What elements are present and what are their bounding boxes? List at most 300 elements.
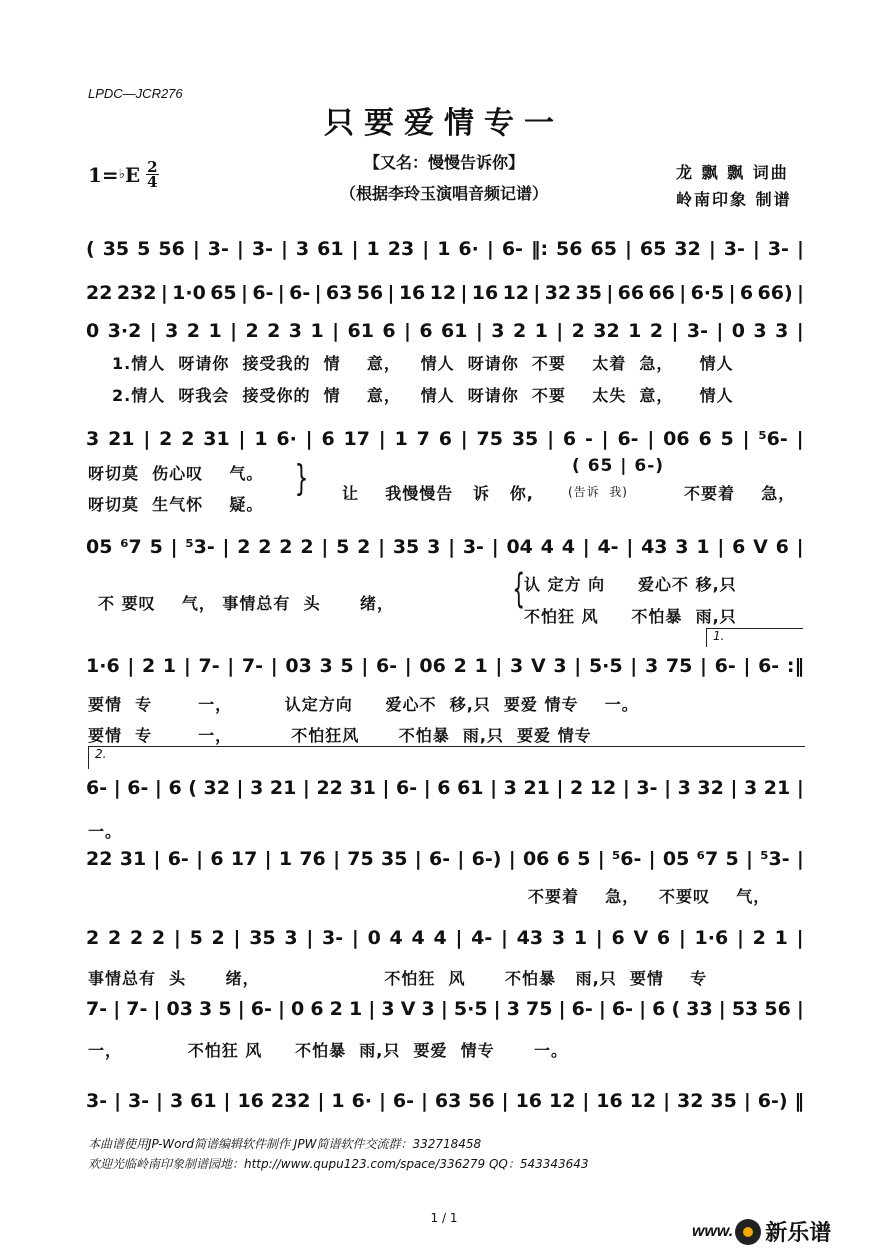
note: 6 — [210, 848, 224, 870]
lyrics-v1-line4: 要情 专 一， 认定方向 爱心不 移,只 要爱 情专 一。 — [88, 695, 639, 714]
note: 56 — [158, 238, 185, 260]
note: 2 — [186, 320, 201, 342]
barline: :‖ — [786, 655, 804, 677]
note: 6·5 — [690, 282, 725, 304]
note: 21 — [763, 777, 791, 799]
barline: | — [230, 320, 238, 342]
note: 05 — [86, 536, 113, 558]
note: 21 — [523, 777, 550, 799]
note: 03 — [285, 655, 312, 677]
barline: | — [796, 428, 804, 450]
note: 6 — [382, 320, 396, 342]
barline: | — [752, 238, 760, 260]
barline: | — [730, 777, 738, 799]
note: 6- — [501, 238, 523, 260]
time-top: 2 — [147, 158, 158, 176]
barline: | — [671, 320, 679, 342]
barline: | — [796, 998, 804, 1020]
barline: | — [475, 320, 483, 342]
barline: | — [796, 282, 804, 304]
barline: | — [664, 777, 672, 799]
barline: | — [708, 238, 716, 260]
note: 6 — [775, 536, 789, 558]
note: 3 — [319, 655, 333, 677]
note: 3- — [462, 536, 484, 558]
barline: | — [495, 655, 503, 677]
note: 3 — [165, 320, 179, 342]
barline: | — [173, 927, 181, 949]
music-line — [86, 1090, 804, 1112]
note: ᐯ — [400, 998, 416, 1020]
barline: | — [448, 536, 456, 558]
lyrics-v2-line2: 呀切莫 生气怀 疑。 — [88, 495, 264, 514]
note: ( — [671, 998, 681, 1020]
note: 61 — [441, 320, 468, 342]
barline: | — [227, 655, 235, 677]
note: 43 — [516, 927, 544, 949]
key-note: E — [124, 162, 141, 187]
barline: | — [156, 1090, 163, 1112]
note: 2 — [357, 536, 371, 558]
note: 31 — [203, 428, 230, 450]
note: 1 — [278, 848, 293, 870]
note: 5 — [725, 848, 739, 870]
note: 22 — [86, 848, 113, 870]
note: 04 — [506, 536, 533, 558]
note: 75 — [347, 848, 374, 870]
barline: | — [153, 848, 161, 870]
barline: | — [796, 777, 804, 799]
note: 6- — [617, 428, 639, 450]
note: 3 — [295, 238, 310, 260]
barline: | — [486, 238, 494, 260]
barline: | — [236, 777, 244, 799]
note: ⁵3- — [185, 536, 215, 558]
note: 43 — [641, 536, 668, 558]
barline: | — [796, 927, 804, 949]
barline: | — [302, 777, 310, 799]
note: 3- — [767, 238, 789, 260]
barline: | — [582, 536, 590, 558]
note: 5·5 — [588, 655, 623, 677]
alias-subtitle: 【又名：慢慢告诉你】 — [363, 153, 524, 172]
note: 56 — [556, 238, 583, 260]
note: 56 — [468, 1090, 495, 1112]
note: 16 — [515, 1090, 543, 1112]
note: 65 — [590, 238, 617, 260]
note: 6- — [611, 998, 633, 1020]
barline: | — [743, 1090, 751, 1112]
note: 3 — [381, 998, 395, 1020]
barline: | — [647, 428, 655, 450]
note: 33 — [686, 998, 713, 1020]
note: 61 — [190, 1090, 217, 1112]
note: 5 — [577, 848, 591, 870]
note: 2 — [571, 320, 585, 342]
barline: | — [222, 536, 230, 558]
note: 06 — [419, 655, 446, 677]
note: 232 — [270, 1090, 311, 1112]
barline: | — [601, 428, 609, 450]
brace-right: { — [512, 566, 526, 612]
barline: | — [361, 655, 369, 677]
note: 2 — [181, 428, 195, 450]
barline: | — [196, 848, 204, 870]
note: 12 — [429, 282, 457, 304]
barline: | — [277, 998, 285, 1020]
note: 61 — [317, 238, 344, 260]
note: 06 — [522, 848, 550, 870]
note: 35 — [102, 238, 130, 260]
note: 2 — [570, 777, 584, 799]
note: 6 — [438, 428, 452, 450]
lyrics-tail-line2: 不要着 急， — [684, 484, 796, 503]
note: 2 — [211, 927, 225, 949]
barline: | — [508, 848, 516, 870]
note: ᐯ — [530, 655, 546, 677]
note: 1·6 — [86, 655, 120, 677]
note: 0 — [291, 998, 305, 1020]
note: 12 — [502, 282, 530, 304]
music-line — [86, 238, 804, 260]
note: 6- — [396, 777, 418, 799]
note: 1 — [628, 320, 642, 342]
note: 3 — [553, 655, 567, 677]
note: 6 — [562, 428, 577, 450]
note: 2 — [86, 927, 100, 949]
note: 2 — [752, 927, 766, 949]
barline: | — [317, 1090, 325, 1112]
note: 5 — [340, 655, 354, 677]
source-subtitle: （根据李玲玉演唱音频记谱） — [339, 184, 548, 203]
note: 5 — [149, 536, 163, 558]
barline: | — [192, 238, 200, 260]
note: 16 — [471, 282, 499, 304]
note: 5·5 — [453, 998, 488, 1020]
note: 63 — [434, 1090, 462, 1112]
note: 4 — [540, 536, 554, 558]
barline: | — [597, 848, 605, 870]
note: 16 — [596, 1090, 623, 1112]
music-line — [86, 282, 804, 304]
brace-left: } — [294, 458, 309, 499]
note: 6- — [86, 777, 108, 799]
note: 7- — [241, 655, 264, 677]
note: 16 — [398, 282, 426, 304]
note: 75 — [476, 428, 503, 450]
note: 2 — [329, 998, 343, 1020]
note: 32 — [544, 282, 572, 304]
music-line — [86, 927, 804, 949]
song-title: 只要爱情专一 — [324, 106, 564, 141]
barline: | — [718, 998, 726, 1020]
note: 3 — [421, 998, 435, 1020]
note: 3 — [284, 927, 298, 949]
note: 12 — [589, 777, 617, 799]
barline: | — [387, 282, 395, 304]
barline: | — [277, 282, 285, 304]
barline: ‖ — [794, 1090, 804, 1112]
note: 31 — [119, 848, 147, 870]
barline: | — [154, 777, 162, 799]
note: 3 — [169, 1090, 184, 1112]
note: 6 — [321, 428, 335, 450]
lyrics-line3-left: 不 要叹 气， 事情总有 头 绪， — [98, 594, 394, 613]
note: 1 — [310, 320, 324, 342]
note: 32 — [593, 320, 620, 342]
volta-second — [88, 746, 805, 769]
note: 1 — [348, 998, 363, 1020]
note: 5 — [336, 536, 350, 558]
note: 6- — [392, 1090, 414, 1112]
barline: | — [624, 238, 632, 260]
barline: | — [113, 777, 121, 799]
note: 32 — [697, 777, 724, 799]
barline: | — [378, 428, 386, 450]
note: 61 — [347, 320, 374, 342]
note: 3- — [251, 238, 273, 260]
note: 63 — [325, 282, 353, 304]
note: 0 — [86, 320, 100, 342]
barline: | — [404, 655, 412, 677]
note: 1 — [366, 238, 380, 260]
note: 6- — [429, 848, 451, 870]
barline: | — [490, 777, 498, 799]
note: 6- — [167, 848, 189, 870]
note: 31 — [349, 777, 376, 799]
note: 1 — [394, 428, 408, 450]
note: 35 — [381, 848, 408, 870]
note: 3 — [677, 777, 691, 799]
note: ⁵3- — [760, 848, 790, 870]
barline: | — [626, 536, 634, 558]
note: 76 — [299, 848, 326, 870]
barline: | — [501, 1090, 509, 1112]
note: 1 — [254, 428, 268, 450]
barline: | — [237, 998, 245, 1020]
barline: | — [233, 927, 241, 949]
volta-second-label: 2. — [95, 747, 107, 761]
note: 32 — [677, 1090, 704, 1112]
note: 3 — [250, 777, 264, 799]
note: 3- — [127, 1090, 150, 1112]
note: 3 — [644, 655, 659, 677]
barline: | — [639, 998, 647, 1020]
note: 6- — [289, 282, 311, 304]
note: 4- — [471, 927, 493, 949]
barline: | — [630, 655, 638, 677]
barline: | — [606, 282, 614, 304]
barline: | — [556, 320, 564, 342]
note: 2 — [649, 320, 664, 342]
note: 3- — [207, 238, 229, 260]
note: 4 — [561, 536, 575, 558]
note: 1·6 — [694, 927, 729, 949]
note: 3 — [427, 536, 441, 558]
note: 12 — [548, 1090, 576, 1112]
note: 4 — [411, 927, 425, 949]
note: 75 — [526, 998, 553, 1020]
barline: | — [149, 320, 157, 342]
barline: | — [423, 777, 431, 799]
barline: | — [582, 1090, 590, 1112]
barline: | — [143, 428, 151, 450]
barline: | — [378, 1090, 386, 1112]
note: 3 — [743, 777, 758, 799]
barline: | — [332, 320, 340, 342]
note: 2 — [129, 927, 144, 949]
barline: | — [160, 282, 168, 304]
note: 3 — [775, 320, 789, 342]
lyrics-line8: 一， 不怕狂 风 不怕暴 雨,只 要爱 情专 一。 — [88, 1041, 569, 1060]
note: 35 — [511, 428, 539, 450]
note: - — [584, 428, 593, 450]
lyrics-v2-line3-right: 不怕狂 风 不怕暴 雨,只 — [524, 607, 737, 626]
paren-lyrics: (告诉 我) — [568, 485, 628, 499]
time-bottom: 4 — [147, 173, 158, 191]
note: 35 — [249, 927, 276, 949]
note: 2 — [453, 655, 467, 677]
barline: | — [238, 428, 246, 450]
note: 2 — [142, 655, 156, 677]
note: 6 — [732, 536, 746, 558]
lyrics-line7: 事情总有 头 绪， 不怕狂 风 不怕暴 雨,只 要情 专 — [88, 969, 708, 988]
barline: | — [547, 428, 555, 450]
paren-notes: ( 65 | 6-) — [572, 456, 665, 476]
note: 1 — [774, 927, 788, 949]
footer-line2: 欢迎光临岭南印象制谱园地：http://www.qupu123.com/space/336279 QQ：543343643 — [88, 1157, 589, 1171]
barline: | — [500, 927, 508, 949]
note: 6- — [571, 998, 593, 1020]
note: 6- — [375, 655, 398, 677]
note: 6· — [458, 238, 479, 260]
sheet-code: LPDC—JCR276 — [88, 86, 183, 101]
note: 6- — [758, 655, 780, 677]
note: 7- — [86, 998, 108, 1020]
note: 2 — [300, 536, 314, 558]
barline: | — [574, 655, 582, 677]
note: ( — [86, 238, 95, 260]
note: 56 — [764, 998, 791, 1020]
barline: | — [280, 238, 288, 260]
note: 65 — [210, 282, 237, 304]
barline: | — [745, 848, 753, 870]
barline: | — [460, 282, 468, 304]
note: 2 — [151, 927, 166, 949]
barline: | — [493, 998, 501, 1020]
note: 1 — [696, 536, 710, 558]
note: 66 — [617, 282, 645, 304]
barline: | — [241, 282, 248, 304]
note: 3 — [86, 428, 100, 450]
note: 1 — [162, 655, 177, 677]
barline: | — [717, 536, 725, 558]
note: 16 — [237, 1090, 264, 1112]
barline: | — [743, 655, 751, 677]
note: 0 — [731, 320, 745, 342]
barline: | — [491, 536, 499, 558]
note: 17 — [343, 428, 370, 450]
note: 2 — [107, 927, 122, 949]
note: 61 — [457, 777, 484, 799]
note: 4 — [433, 927, 447, 949]
lyrics-common-line2: 让 我慢慢告 诉 你, — [342, 484, 534, 503]
flat-sign: ♭ — [118, 167, 125, 182]
barline: | — [264, 848, 272, 870]
note: 06 — [663, 428, 690, 450]
music-line — [86, 655, 804, 677]
note: 65 — [639, 238, 667, 260]
note: 6 — [310, 998, 324, 1020]
footer-line1: 本曲谱使用JP-Word简谱编辑软件制作 JPW简谱软件交流群：332718458 — [88, 1137, 482, 1151]
barline: | — [305, 428, 313, 450]
barline: | — [742, 428, 750, 450]
barline: | — [700, 655, 707, 677]
note: ᐯ — [633, 927, 649, 949]
note: 6 — [611, 927, 625, 949]
barline: | — [414, 848, 422, 870]
note: 66) — [757, 282, 793, 304]
note: 1 — [573, 927, 588, 949]
barline: | — [351, 927, 359, 949]
note: 2 — [279, 536, 293, 558]
note: 5 — [137, 238, 151, 260]
music-line — [86, 848, 804, 870]
note: 3 — [288, 320, 303, 342]
barline: | — [420, 1090, 428, 1112]
note: 5 — [189, 927, 203, 949]
music-line — [86, 320, 804, 342]
note: 53 — [731, 998, 759, 1020]
note: 03 — [166, 998, 193, 1020]
note: 12 — [629, 1090, 657, 1112]
note: 7 — [416, 428, 430, 450]
barline: | — [314, 282, 322, 304]
barline: | — [127, 655, 135, 677]
barline: | — [622, 777, 630, 799]
barline: | — [455, 927, 463, 949]
barline: | — [736, 927, 744, 949]
note: 2 — [512, 320, 527, 342]
note: 35 — [392, 536, 420, 558]
note: 6-) — [757, 1090, 788, 1112]
note: 3 — [551, 927, 566, 949]
barline: | — [333, 848, 341, 870]
note: ⁵6- — [758, 428, 788, 450]
note: 0 — [367, 927, 381, 949]
barline: | — [678, 927, 686, 949]
barline: | — [598, 998, 606, 1020]
barline: | — [306, 927, 314, 949]
note: 6 — [652, 998, 666, 1020]
note: 05 — [662, 848, 690, 870]
barline: | — [368, 998, 376, 1020]
note: 6 — [656, 927, 671, 949]
barline: | — [170, 536, 178, 558]
note: 7- — [126, 998, 148, 1020]
barline: | — [270, 655, 278, 677]
note: 32 — [203, 777, 230, 799]
note: 2 — [267, 320, 281, 342]
key-prefix: 1= — [88, 162, 119, 187]
barline: | — [663, 1090, 671, 1112]
note: 3- — [723, 238, 745, 260]
note: 6- — [250, 998, 272, 1020]
note: 21 — [269, 777, 297, 799]
barline: | — [679, 282, 687, 304]
note: 6· — [276, 428, 297, 450]
barline: | — [796, 848, 804, 870]
